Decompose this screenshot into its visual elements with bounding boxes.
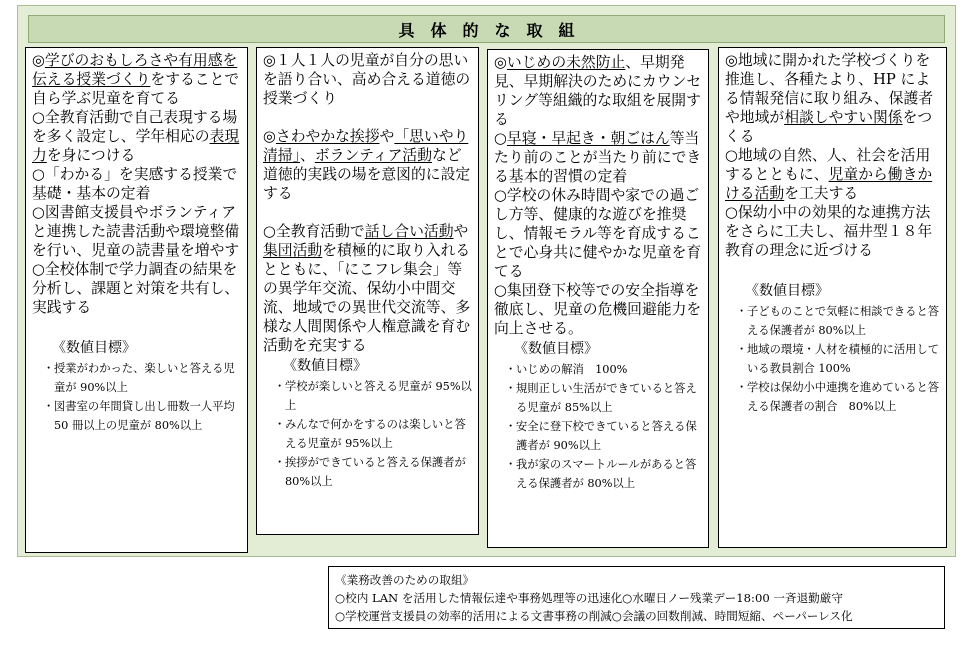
paragraph-text: や bbox=[379, 128, 395, 145]
paragraph-text: ◎１人１人の児童が自分の思いを語り合い、高め合える道徳の授業づくり bbox=[263, 52, 471, 107]
column-paragraph bbox=[32, 165, 241, 203]
paragraph-text: 、 bbox=[300, 147, 315, 164]
underlined-emphasis: 話し合い活動 bbox=[364, 223, 454, 240]
targets-list bbox=[263, 377, 472, 491]
column-main-text bbox=[263, 51, 472, 355]
targets-heading: 《数値目標》 bbox=[283, 358, 367, 374]
target-item: ・ 挨拶ができていると答える保護者が 80%以上 bbox=[263, 453, 472, 491]
column-paragraph bbox=[263, 51, 472, 108]
work-reform-box bbox=[328, 566, 945, 629]
content-panel bbox=[17, 5, 956, 557]
underlined-emphasis: 学びのおもしろさや有用感を伝える授業づくり bbox=[32, 52, 238, 88]
column-paragraph bbox=[494, 186, 702, 281]
targets-heading: 《数値目標》 bbox=[52, 340, 136, 356]
underlined-emphasis: 「思いやり清掃」 bbox=[263, 128, 469, 164]
target-item: ・ 学校は保幼小中連携を進めていると答える保護者の割合 80%以上 bbox=[725, 378, 940, 416]
column-academic bbox=[25, 47, 248, 553]
paragraph-text: ○全校体制で学力調査の結果を分析し、課題と対策を共有し、実践する bbox=[32, 261, 240, 316]
column-main-text bbox=[494, 53, 702, 338]
paragraph-text: ◎ bbox=[494, 54, 507, 71]
column-paragraph bbox=[494, 129, 702, 186]
column-paragraph bbox=[263, 127, 472, 203]
work-reform-line: ○学校運営支援員の効率的活用による文書事務の削減○会議の回数削減、時間短縮、ペーパーレス化 bbox=[335, 609, 853, 623]
paragraph-text: 等当たり前のことが当たり前にできる基本的習慣の定着 bbox=[494, 130, 702, 185]
targets-list bbox=[32, 359, 241, 435]
column-paragraph bbox=[32, 108, 241, 165]
target-item: ・ みんなで何かをするのは楽しいと答える児童が 95%以上 bbox=[263, 415, 472, 453]
paragraph-text: ○「わかる」を実感する授業で基礎・基本の定着 bbox=[32, 166, 238, 202]
target-item: ・ 授業がわかった、楽しいと答える児童が 90%以上 bbox=[32, 359, 241, 397]
paragraph-text: ○図書館支援員やボランティアと連携した読書活動や環境整備を行い、児童の読書量を増やす bbox=[32, 204, 240, 259]
underlined-emphasis: 表現力 bbox=[32, 128, 240, 164]
column-paragraph bbox=[32, 203, 241, 260]
paragraph-gap bbox=[263, 108, 472, 127]
target-item: ・ 規則正しい生活ができていると答える児童が 85%以上 bbox=[494, 379, 702, 417]
target-item: ・ 安全に登下校できていると答える保護者が 90%以上 bbox=[494, 417, 702, 455]
targets-heading: 《数値目標》 bbox=[745, 283, 829, 299]
column-paragraph bbox=[725, 146, 940, 203]
column-paragraph bbox=[494, 281, 702, 338]
target-item: ・ 子どものことで気軽に相談できると答える保護者が 80%以上 bbox=[725, 302, 940, 340]
paragraph-gap bbox=[263, 203, 472, 222]
column-paragraph bbox=[494, 53, 702, 129]
underlined-emphasis: 集団活動 bbox=[263, 242, 323, 259]
underlined-emphasis: いじめの未然防止 bbox=[506, 54, 626, 71]
paragraph-text: ○地域の自然、人、社会を活用するとともに、 bbox=[725, 147, 931, 183]
page-title: 具体的な取組 bbox=[398, 20, 591, 40]
paragraph-text: ○ bbox=[494, 130, 507, 147]
column-paragraph bbox=[725, 51, 940, 146]
paragraph-text: をつくる bbox=[725, 109, 933, 145]
column-moral bbox=[256, 47, 479, 535]
column-paragraph bbox=[32, 260, 241, 317]
underlined-emphasis: 児童から働きかける活動 bbox=[725, 166, 933, 202]
title-bar bbox=[28, 15, 945, 43]
underlined-emphasis: さわやかな挨拶 bbox=[275, 128, 380, 145]
target-item: ・ 図書室の年間貸し出し冊数一人平均 50 冊以上の児童が 80%以上 bbox=[32, 397, 241, 435]
underlined-emphasis: 早寝・早起き・朝ごはん bbox=[506, 130, 670, 147]
column-main-text bbox=[32, 51, 241, 317]
paragraph-text: や bbox=[453, 223, 469, 240]
paragraph-text: など道徳的実践の場を意図的に設定する bbox=[263, 147, 471, 202]
work-reform-line: ○校内 LAN を活用した情報伝達や事務処理等の迅速化○水曜日ノー残業デー18:00 一斉退勤厳守 bbox=[335, 591, 843, 605]
paragraph-text: ○全教育活動で自己表現する場を多く設定し、学年相応の bbox=[32, 109, 238, 145]
paragraph-text: を身につける bbox=[46, 147, 136, 164]
paragraph-text: ○集団登下校等での安全指導を徹底し、児童の危機回避能力を向上させる。 bbox=[494, 282, 702, 337]
work-reform-heading: 《業務改善のための取組》 bbox=[335, 573, 475, 587]
paragraph-text: 、早期発見、早期解決のためにカウンセリング等組織的な取組を展開する bbox=[494, 54, 702, 128]
targets-list bbox=[725, 302, 940, 416]
column-paragraph bbox=[725, 203, 940, 260]
column-community bbox=[718, 47, 947, 548]
paragraph-text: ◎ bbox=[263, 128, 276, 145]
target-item: ・ 我が家のスマートルールがあると答える保護者が 80%以上 bbox=[494, 455, 702, 493]
paragraph-text: ○保幼小中の効果的な連携方法をさらに工夫し、福井型１８年教育の理念に近づける bbox=[725, 204, 933, 259]
paragraph-text: を工夫する bbox=[784, 185, 859, 202]
paragraph-text: を積極的に取り入れるとともに、「にこフレ集会」等の異学年交流、保幼小中間交流、地域での異世代交流等、多様な人間関係や人権意識を育む活動を充実する bbox=[263, 242, 471, 354]
column-paragraph bbox=[32, 51, 241, 108]
target-item: ・ 学校が楽しいと答える児童が 95%以上 bbox=[263, 377, 472, 415]
paragraph-text: ○全教育活動で bbox=[263, 223, 365, 240]
paragraph-text: をすることで自ら学ぶ児童を育てる bbox=[32, 71, 240, 107]
target-item: ・ 地域の環境・人材を積極的に活用している教員割合 100% bbox=[725, 340, 940, 378]
targets-heading: 《数値目標》 bbox=[514, 341, 598, 357]
column-safety bbox=[487, 49, 709, 548]
paragraph-text: ◎地域に開かれた学校づくりを推進し、各種たより、HP による情報発信に取り組み、保護者や地域が bbox=[725, 52, 934, 126]
paragraph-text: ○学校の休み時間や家での過ごし方等、健康的な遊びを推奨し、情報モラル等を育成することで心身共に健やかな児童を育てる bbox=[494, 187, 702, 280]
underlined-emphasis: ボランティア活動 bbox=[314, 147, 433, 164]
targets-list bbox=[494, 360, 702, 493]
column-main-text bbox=[725, 51, 940, 260]
column-paragraph bbox=[263, 222, 472, 355]
paragraph-text: ◎ bbox=[32, 52, 45, 69]
underlined-emphasis: 相談しやすい関係 bbox=[784, 109, 903, 126]
target-item: ・ いじめの解消 100% bbox=[494, 360, 702, 379]
